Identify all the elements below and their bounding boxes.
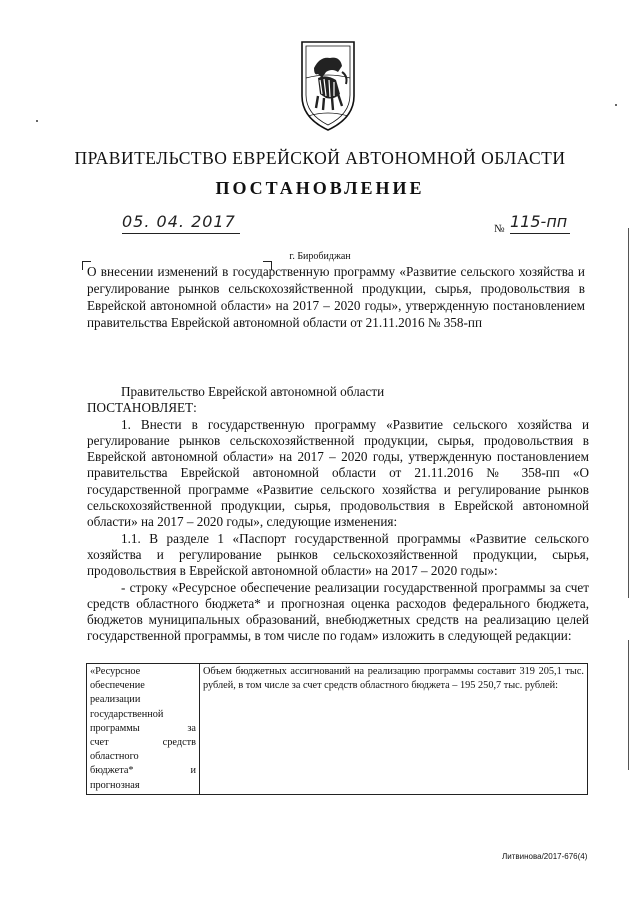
government-title: ПРАВИТЕЛЬСТВО ЕВРЕЙСКОЙ АВТОНОМНОЙ ОБЛАСТИ — [74, 148, 566, 168]
resolves-label: ПОСТАНОВЛЯЕТ: — [87, 400, 197, 416]
table-label-line: реализации — [90, 694, 141, 706]
table-cell-label — [87, 664, 200, 795]
decree-subject: О внесении изменений в государственную программу «Развитие сельского хозяйства и регулирование рынков сельскохозяйственной продукции, сырья, продовольствия в Еврейской автономной области» на 2017 – 2020 годы», утвержденную постановлением правительства Еврейской автономной области от 21.11.2016 № 358-пп — [87, 264, 585, 330]
decree-date: 05. 04. 2017 — [122, 213, 240, 234]
decree-body — [87, 384, 589, 645]
preamble-line: Правительство Еврейской автономной области — [121, 384, 385, 399]
table-label-line: областного — [90, 751, 139, 763]
city-label: г. Биробиджан — [289, 251, 351, 262]
table-label-line: программы за — [90, 722, 196, 734]
table-label-line: бюджета* и — [90, 765, 196, 777]
document-type-title: ПОСТАНОВЛЕНИЕ — [215, 178, 425, 198]
table-row — [87, 664, 588, 795]
table-label-line: обеспечение — [90, 680, 145, 692]
scan-speck — [36, 120, 38, 122]
table-label-line: прогнозная — [90, 779, 140, 791]
paragraph-dash-item: - строку «Ресурсное обеспечение реализации государственной программы за счет средств областного бюджета* и прогнозная оценка расходов федерального бюджета, бюджетов муниципальных образований, внебюджетных средств на реализацию целей государственной программы, в том числе по годам» изложить в следующей редакции: — [87, 579, 589, 644]
scan-margin-line — [628, 228, 629, 598]
decree-number: 115-пп — [510, 213, 570, 234]
footer-code: Литвинова/2017-676(4) — [502, 852, 588, 861]
coat-of-arms-tiger-icon — [296, 38, 360, 134]
table-label-line: счет средств — [90, 737, 196, 749]
paragraph-item-1: 1. Внести в государственную программу «Развитие сельского хозяйства и регулирование рынков сельскохозяйственной продукции, сырья, продовольствия в Еврейской автономной области» на 2017 – 2020 годы, утвержденную постановлением правительства Еврейской автономной области от 21.11.2016 № 358-пп «О государственной программе «Развитие сельского хозяйства и регулирование рынков сельскохозяйственной продукции, сырья, продовольствия в Еврейской автономной области» на 2017 – 2020 годы», следующие изменения: — [87, 416, 589, 530]
paragraph-item-1-1: 1.1. В разделе 1 «Паспорт государственной программы «Развитие сельского хозяйства и регулирование рынков сельскохозяйственной продукции, сырья, продовольствия в Еврейской автономной области» на 2017 – 2020 годы»: — [87, 530, 589, 579]
table-cell-value: Объем бюджетных ассигнований на реализацию программы составит 319 205,1 тыс. рублей, в том числе за счет средств областного бюджета – 195 250,7 тыс. рублей: — [200, 664, 588, 795]
scan-speck — [615, 104, 617, 106]
table-label-line: «Ресурсное — [90, 666, 141, 677]
table-label-line: государственной — [90, 708, 164, 720]
number-sign: № — [494, 223, 505, 235]
resource-table — [86, 663, 588, 795]
scan-margin-line — [628, 640, 629, 770]
